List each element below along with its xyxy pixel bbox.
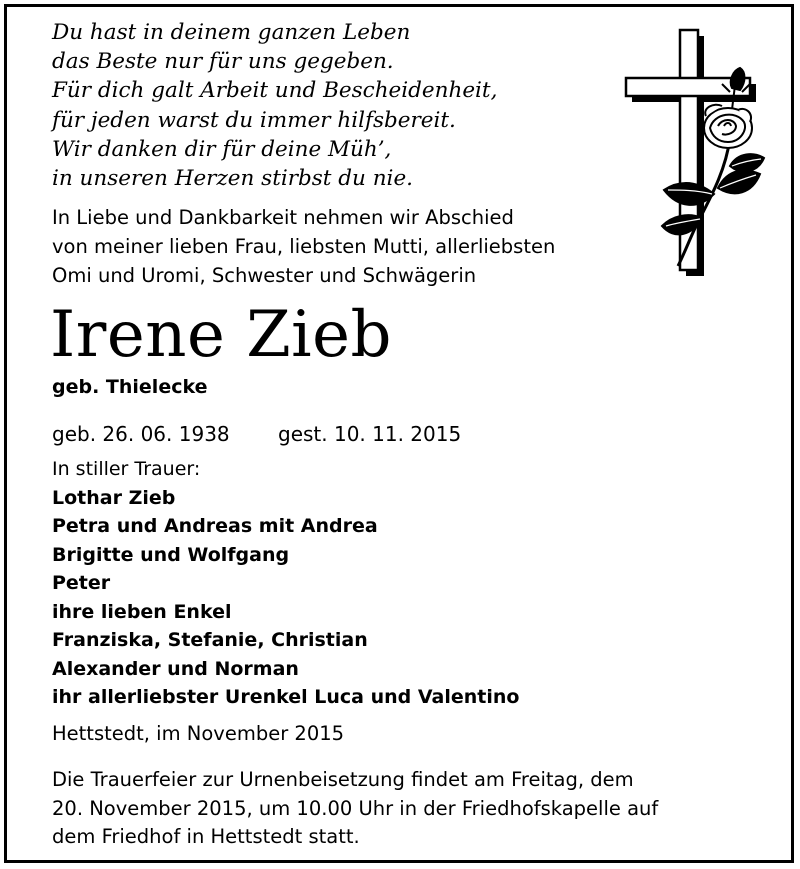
death-date: gest. 10. 11. 2015: [278, 422, 462, 446]
intro-line: von meiner lieben Frau, liebsten Mutti, allerliebsten: [52, 235, 556, 258]
intro-line: Omi und Uromi, Schwester und Schwägerin: [52, 264, 477, 287]
mourner-name: ihre lieben Enkel: [52, 600, 232, 623]
mourner-name: Alexander und Norman: [52, 657, 299, 680]
mourners: [52, 455, 519, 712]
intro-text: [52, 203, 555, 290]
mourner-name: Lothar Zieb: [52, 486, 176, 509]
poem-line: Du hast in deinem ganzen Leben: [52, 20, 411, 45]
life-dates: [52, 420, 461, 448]
funeral-line: Die Trauerfeier zur Urnenbeisetzung findet am Freitag, dem: [52, 768, 634, 791]
poem-line: in unseren Herzen stirbst du nie.: [52, 166, 413, 192]
poem-line: Für dich galt Arbeit und Bescheidenheit,: [52, 78, 498, 104]
poem-line: das Beste nur für uns gegeben.: [52, 49, 394, 75]
funeral-line: dem Friedhof in Hettstedt statt.: [52, 825, 360, 848]
cross-with-rose-icon: [618, 18, 773, 280]
intro-line: In Liebe und Dankbarkeit nehmen wir Abschied: [52, 206, 514, 229]
deceased-name: Irene Zieb: [50, 298, 392, 372]
mourner-name: Peter: [52, 572, 111, 594]
maiden-name: geb. Thielecke: [52, 376, 208, 398]
birth-date: geb. 26. 06. 1938: [52, 422, 230, 446]
mourner-name: Petra und Andreas mit Andrea: [52, 515, 378, 537]
place-and-date: Hettstedt, im November 2015: [52, 722, 345, 745]
mourners-heading: In stiller Trauer:: [52, 458, 201, 480]
mourner-name: Brigitte und Wolfgang: [52, 543, 290, 566]
funeral-line: 20. November 2015, um 10.00 Uhr in der Friedhofskapelle auf: [52, 796, 659, 820]
poem: [52, 18, 497, 193]
mourner-name: Franziska, Stefanie, Christian: [52, 629, 368, 651]
poem-line: für jeden warst du immer hilfsbereit.: [52, 107, 456, 133]
mourner-name: ihr allerliebster Urenkel Luca und Valentino: [52, 686, 520, 708]
funeral-info: [52, 766, 658, 852]
poem-line: Wir danken dir für deine Müh’,: [52, 136, 392, 162]
